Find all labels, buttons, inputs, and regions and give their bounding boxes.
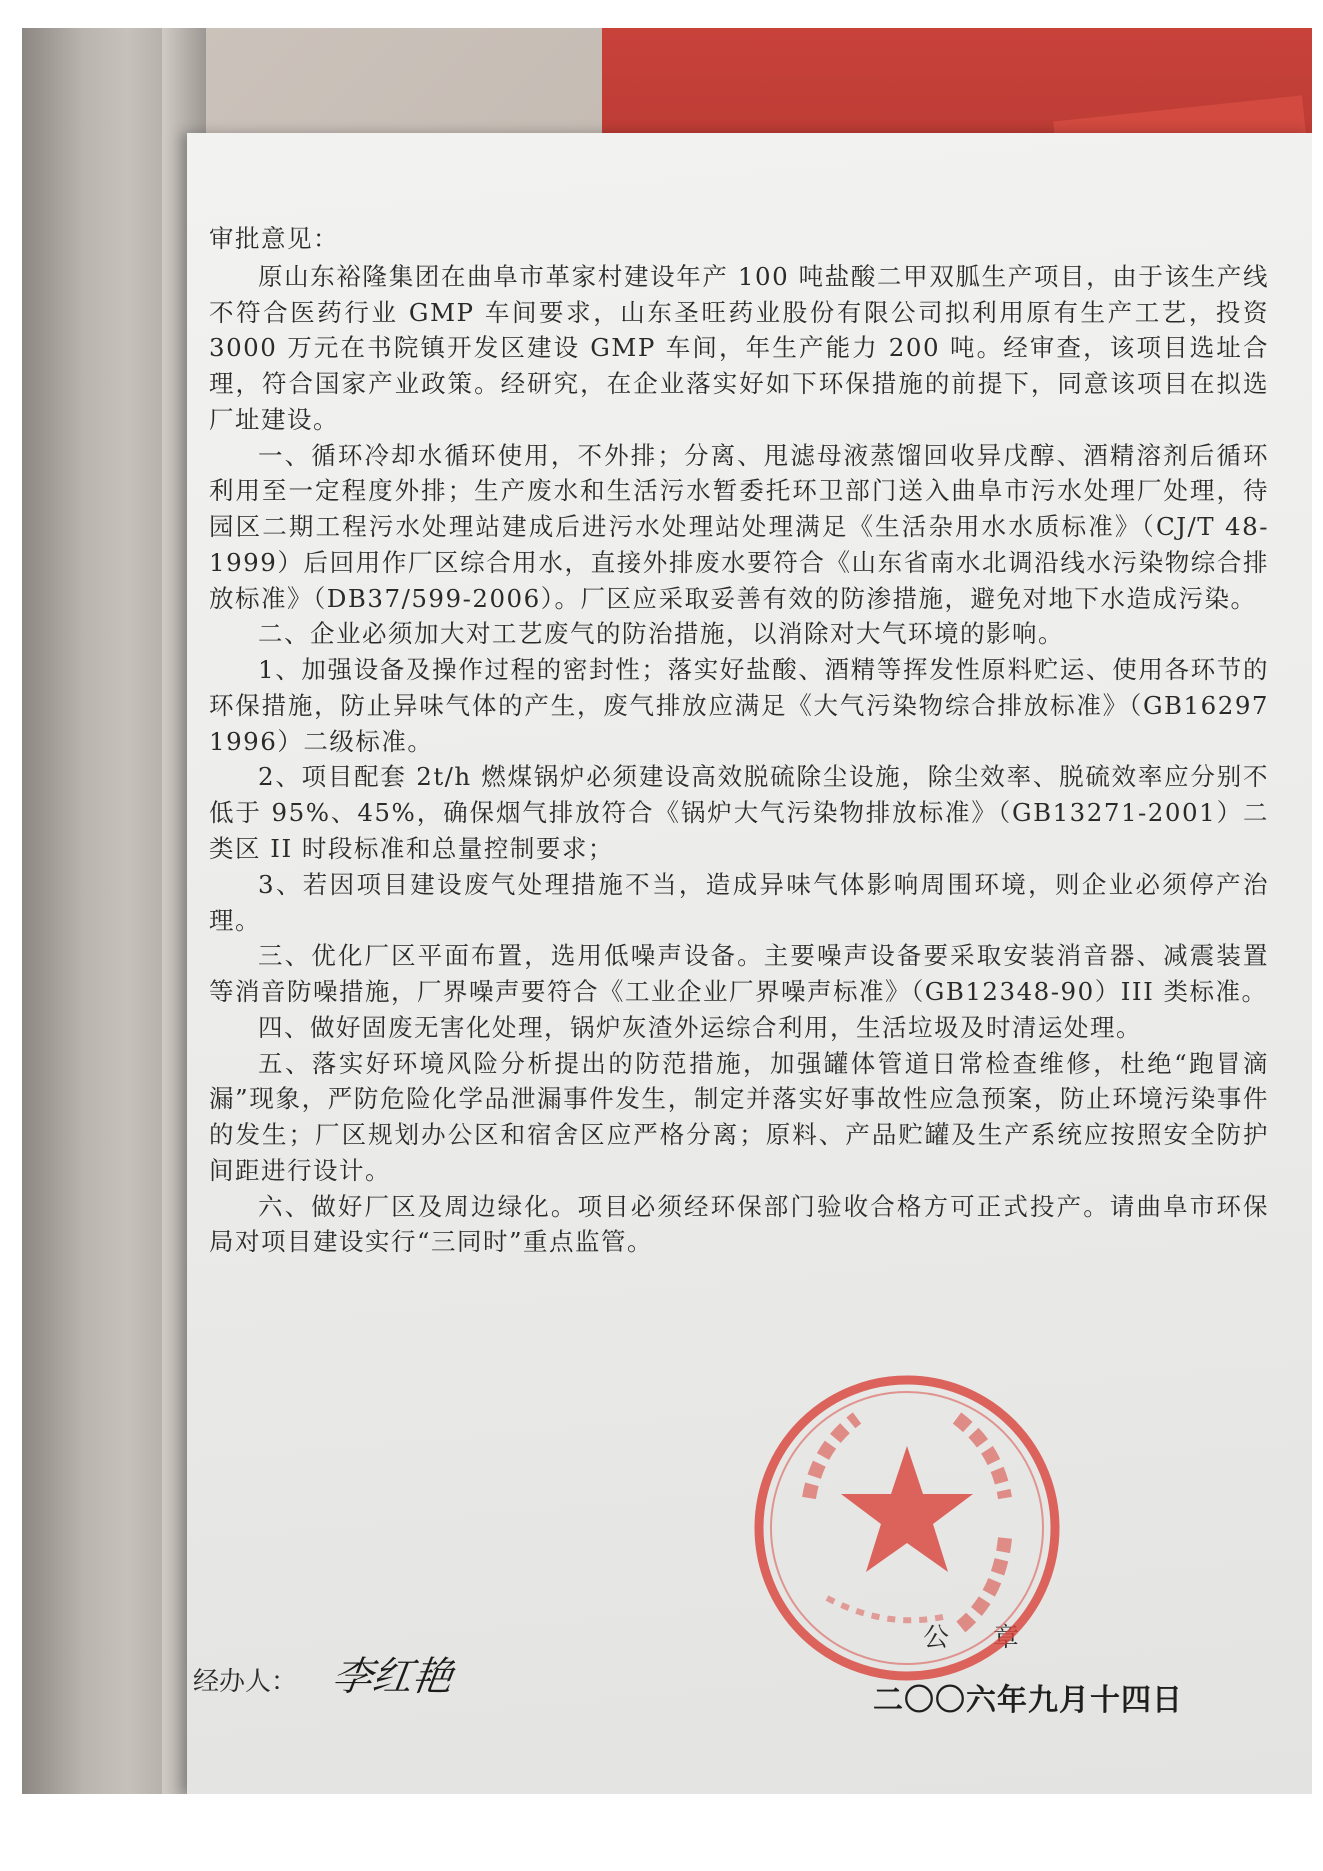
paragraph-air: 二、企业必须加大对工艺废气的防治措施，以消除对大气环境的影响。 [258, 619, 1064, 649]
handler-label: 经办人： [193, 1667, 298, 1697]
seal-caption: 公章 [923, 1623, 1064, 1653]
approval-date: 二〇〇六年九月十四日 [873, 1683, 1183, 1718]
handler-signature: 李红艳 [329, 1654, 456, 1700]
paragraph-solid-waste: 四、做好固废无害化处理，锅炉灰渣外运综合利用，生活垃圾及时清运处理。 [258, 1012, 1142, 1042]
paragraph-risk: 五、落实好环境风险分析提出的防范措施，加强罐体管道日常检查维修，杜绝“跑冒滴漏”现象，严防危险化学品泄漏事件发生，制定并落实好事故性应急预案，防止环境污染事件的发生；厂区规划办公区和宿舍区应严格分离；原料、产品贮罐及生产系统应按照安全防护间距进行设计。 [209, 1048, 1269, 1185]
document-heading: 审批意见： [209, 224, 339, 253]
photo-background [22, 28, 1312, 1794]
paragraph-air-2: 2、项目配套 2t/h 燃煤锅炉必须建设高效脱硫除尘设施，除尘效率、脱硫效率应分别不低于 95%、45%，确保烟气排放符合《锅炉大气污染物排放标准》（GB13271-2001）二类区 II 时段标准和总量控制要求； [209, 762, 1269, 864]
paragraph-air-3: 3、若因项目建设废气处理措施不当，造成异味气体影响周围环境，则企业必须停产治理。 [209, 869, 1269, 935]
paragraph-noise: 三、优化厂区平面布置，选用低噪声设备。主要噪声设备要采取安装消音器、减震装置等消音防噪措施，厂界噪声要符合《工业企业厂界噪声标准》（GB12348-90）III 类标准。 [209, 941, 1269, 1007]
paragraph-greening: 六、做好厂区及周边绿化。项目必须经环保部门验收合格方可正式投产。请曲阜市环保局对项目建设实行“三同时”重点监管。 [209, 1191, 1269, 1257]
approval-text [209, 221, 1269, 1260]
paragraph-intro: 原山东裕隆集团在曲阜市革家村建设年产 100 吨盐酸二甲双胍生产项目，由于该生产线不符合医药行业 GMP 车间要求，山东圣旺药业股份有限公司拟利用原有生产工艺，投资 3000 万元在书院镇开发区建设 GMP 车间，年生产能力 200 吨。经审查，该项目选址合理，符合国家产业政策。经研究，在企业落实好如下环保措施的前提下，同意该项目在拟选厂址建设。 [209, 261, 1269, 434]
signature-row [193, 1623, 1273, 1718]
official-seal-stamp [747, 1368, 1067, 1688]
seal-star-icon [841, 1446, 973, 1572]
paragraph-water: 一、循环冷却水循环使用，不外排；分离、甩滤母液蒸馏回收异戊醇、酒精溶剂后循环利用至一定程度外排；生产废水和生活污水暂委托环卫部门送入曲阜市污水处理厂处理，待园区二期工程污水处理站建成后进污水处理站处理满足《生活杂用水水质标准》（CJ/T 48-1999）后回用作厂区综合用水，直接外排废水要符合《山东省南水北调沿线水污染物综合排放标准》（DB37/599-2006）。厂区应采取妥善有效的防渗措施，避免对地下水造成污染。 [209, 440, 1269, 613]
paragraph-air-1: 1、加强设备及操作过程的密封性；落实好盐酸、酒精等挥发性原料贮运、使用各环节的环保措施，防止异味气体的产生，废气排放应满足《大气污染物综合排放标准》（GB16297 1996）二级标准。 [209, 655, 1269, 756]
